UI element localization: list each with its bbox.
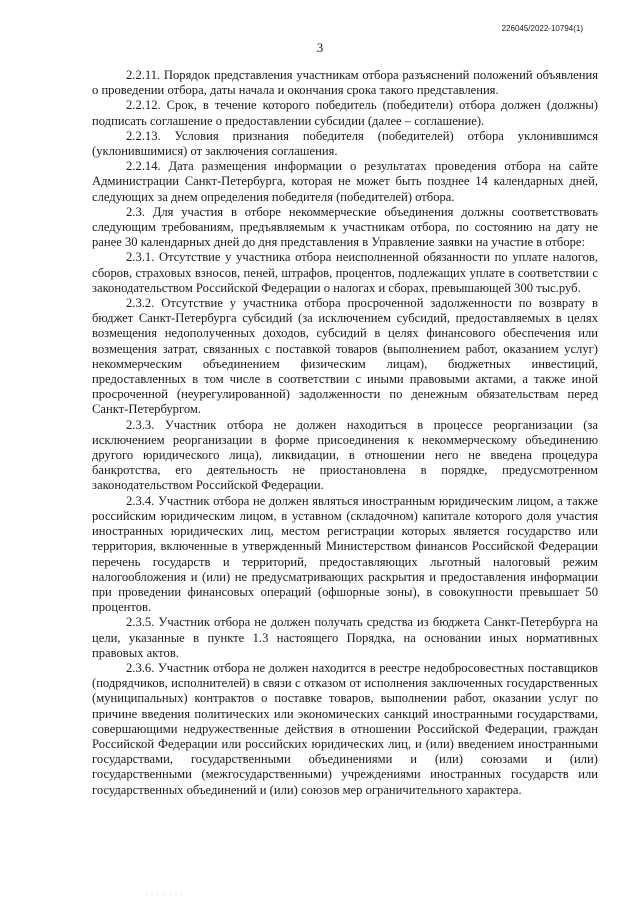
paragraph-2-3-2: 2.3.2. Отсутствие у участника отбора просроченной задолженности по возврату в бюджет Санкт-Петербурга субсидий (за исключением субсидий, предоставляемых в целях возмещения недополученных доходов, субсидий в целях финансового обеспечения или возмещения затрат, связанных с поставкой товаров (выполнением работ, оказанием услуг) некоммерческим объединением физическим лицам), бюджетных инвестиций, предоставленных в том числе в соответствии с иными правовыми актами, а также иной просроченной (неурегулированной) задолженности по денежным обязательствам перед Санкт-Петербургом. (92, 296, 598, 417)
paragraph-2-3-5: 2.3.5. Участник отбора не должен получать средства из бюджета Санкт-Петербурга на цели, указанные в пункте 1.3 настоящего Порядка, на основании иных нормативных правовых актов. (92, 615, 598, 660)
paragraph-2-3: 2.3. Для участия в отборе некоммерческие объединения должны соответствовать следующим требованиям, предъявляемым к участникам отбора, по состоянию на дату не ранее 30 календарных дней до дня представления в Управление заявки на участие в отборе: (92, 204, 598, 250)
paragraph-2-2-13: 2.2.13. Условия признания победителя (победителей) отбора уклонившимся (уклонившимися) от заключения соглашения. (92, 128, 598, 159)
paragraph-2-3-4: 2.3.4. Участник отбора не должен являться иностранным юридическим лицом, а также российским юридическим лицом, в уставном (складочном) капитале которого доля участия иностранных юридических лиц, местом регистрации которых является государство или территория, включенные в утвержденный Министерством финансов Российской Федерации перечень государств и территорий, предоставляющих льготный налоговый режим налогообложения и (или) не предусматривающих раскрытия и предоставления информации при проведении финансовых операций (офшорные зоны), в совокупности превышает 50 процентов. (92, 493, 598, 615)
document-body (92, 68, 598, 798)
paragraph-2-3-1: 2.3.1. Отсутствие у участника отбора неисполненной обязанности по уплате налогов, сборов, страховых взносов, пеней, штрафов, процентов, подлежащих уплате в соответствии с законодательством Российской Федерации о налогах и сборах, превышающей 300 тыс.руб. (92, 250, 598, 295)
paragraph-2-3-3: 2.3.3. Участник отбора не должен находиться в процессе реорганизации (за исключением реорганизации в форме присоединения к некоммерческому объединению другого юридического лица), ликвидации, в отношении него не введена процедура банкротства, его деятельность не приостановлена в порядке, предусмотренном законодательством Российской Федерации. (92, 417, 598, 493)
page-number: 3 (316, 40, 324, 55)
paragraph-2-2-14: 2.2.14. Дата размещения информации о результатах проведения отбора на сайте Администрации Санкт-Петербурга, которая не может быть позднее 14 календарных дней, следующих за днем определения победителя (победителей) отбора. (92, 159, 598, 204)
document-registration-number: 226045/2022-10794(1) (501, 24, 583, 33)
paragraph-2-2-12: 2.2.12. Срок, в течение которого победитель (победители) отбора должен (должны) подписать соглашение о предоставлении субсидии (далее – соглашение). (92, 98, 598, 128)
scan-artifact-mark: . . . . . . . (145, 888, 184, 897)
paragraph-2-3-6: 2.3.6. Участник отбора не должен находится в реестре недобросовестных поставщиков (подрядчиков, исполнителей) в связи с отказом от исполнения заключенных государственных (муниципальных) контрактов о поставке товаров, выполнении работ, оказании услуг по причине введения политических или экономических санкций иностранными государствами, совершающими недружественные действия в отношении Российской Федерации, граждан Российской Федерации или российских юридических лиц, и (или) введением иностранными государствами, государственными объединениями и (или) союзами и (или) государственными (межгосударственными) учреждениями иностранных государств или государственных объединений и (или) союзов мер ограничительного характера. (92, 660, 598, 797)
paragraph-2-2-11: 2.2.11. Порядок представления участникам отбора разъяснений положений объявления о проведении отбора, даты начала и окончания срока такого представления. (92, 68, 598, 98)
